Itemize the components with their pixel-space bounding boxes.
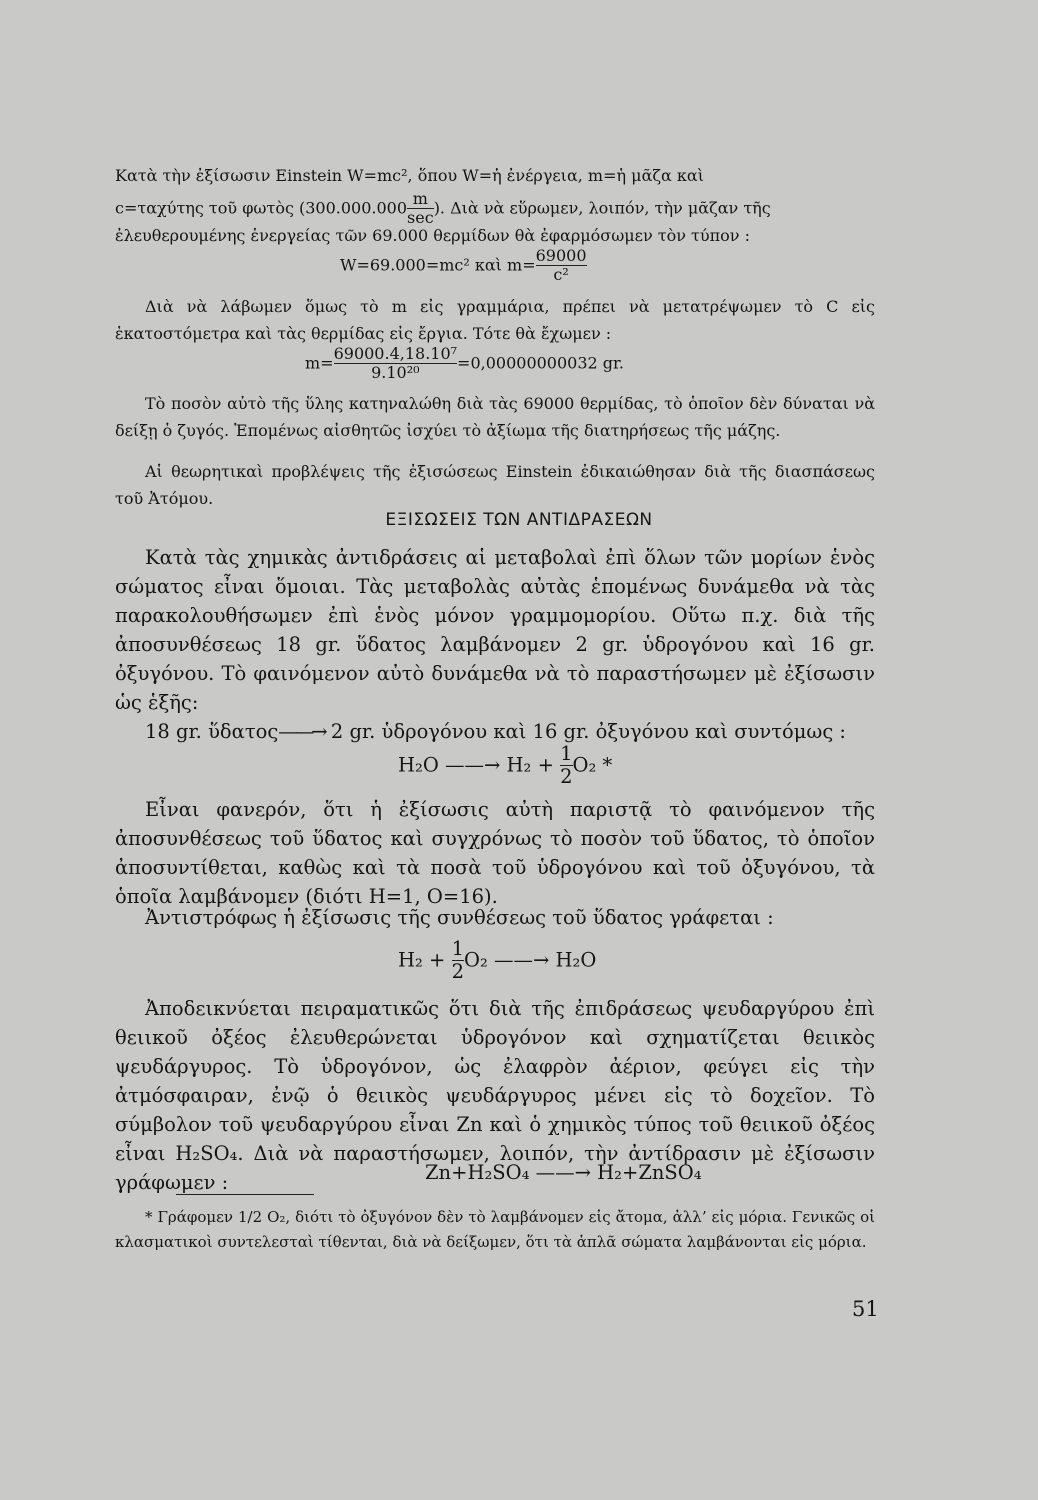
paragraph-unit-conversion: Διὰ νὰ λάβωμεν ὅμως τὸ m εἰς γραμμάρια, πρέπει νὰ μετατρέψωμεν τὸ C εἰς ἑκατοστόμετρα καὶ τὰς θερμίδας εἰς ἔργια. Τότε θὰ ἔχωμεν :	[115, 297, 875, 343]
equation-zinc-sulfuric: Zn+H₂SO₄ ——→ H₂+ZnSO₄	[425, 1161, 702, 1184]
equation-mass-value: m= $\frac{\text{69000.4,18.10⁷}}{\text{9.10²⁰}}$ =0,00000000032 gr.	[305, 344, 624, 383]
paragraph-reactions: Κατὰ τὰς χημικὰς ἀντιδράσεις αἱ μεταβολαὶ ἐπὶ ὅλων τῶν μορίων ἑνὸς σώματος εἶναι ὅμοιαι. Τὰς μεταβολὰς αὐτὰς ἑπομένως δυνάμεθα νὰ τὰς παρακολουθήσωμεν ἐπὶ ἑνὸς μόνον γραμμομορίου. Οὕτω π.χ. διὰ τῆς ἀποσυνθέσεως 18 gr. ὕδατος λαμβάνομεν 2 gr. ὑδρογόνου καὶ 16 gr. ὀξυγόνου. Τὸ φαινόμενον αὐτὸ δυνάμεθα νὰ τὸ παραστήσωμεν μὲ ἐξίσωσιν ὡς ἑξῆς:	[115, 546, 875, 714]
paragraph-synthesis: Ἀντιστρόφως ἡ ἐξίσωσις τῆς συνθέσεως τοῦ ὕδατος γράφεται :	[145, 906, 774, 929]
speed-of-light-line: c=ταχύτης τοῦ φωτὸς (300.000.000 $\frac{m}{\sec}$ ). Διὰ νὰ εὕρωμεν, λοιπόν, τὴν μᾶζαν τῆς	[115, 189, 771, 228]
paragraph-zinc-reaction: Ἀποδεικνύεται πειραματικῶς ὅτι διὰ τῆς ἐπιδράσεως ψευδαργύρου ἐπὶ θειικοῦ ὀξέος ἐλευθερώνεται ὑδρογόνον καὶ σχηματίζεται θειικὸς ψευδάργυρος. Τὸ ὑδρογόνον, ὡς ἐλαφρὸν ἀέριον, φεύγει εἰς τὴν ἀτμόσφαιραν, ἐνῷ ὁ θειικὸς ψευδάργυρος μένει εἰς τὸ δοχεῖον. Τὸ σύμβολον τοῦ ψευδαργύρου εἶναι Zn καὶ ὁ χημικὸς τύπος τοῦ θειικοῦ ὀξέος εἶναι H₂SO₄. Διὰ νὰ παραστήσωμεν, λοιπόν, τὴν ἀντίδρασιν μὲ ἐξίσωσιν γράφωμεν :	[115, 997, 875, 1194]
equation-mass-energy: W=69.000=mc² καὶ m= $\frac{69000}{\text{c²}}$	[340, 246, 587, 285]
equation-water-synthesis: H₂ + $\frac{1}{2}$ O₂ ——→ H₂O	[398, 937, 597, 984]
m-per-sec-fraction: $\frac{m}{\sec}$	[407, 189, 434, 228]
water-decomposition-line: 18 gr. ὕδατος——→ 2 gr. ὑδρογόνου καὶ 16 gr. ὀξυγόνου καὶ συντόμως :	[145, 720, 847, 743]
footnote: * Γράφομεν 1/2 O₂, διότι τὸ ὀξυγόνον δὲν τὸ λαμβάνομεν εἰς ἄτομα, ἀλλ’ εἰς μόρια. Γενικῶς οἱ κλασματικοὶ συντελεσταὶ τίθενται, διὰ νὰ δείξωμεν, ὅτι τὰ ἁπλᾶ σώματα λαμβάνονται εἰς μόρια.	[115, 1208, 875, 1251]
energy-line: ἐλευθερουμένης ἐνεργείας τῶν 69.000 θερμίδων θὰ ἐφαρμόσωμεν τὸν τύπον :	[115, 226, 750, 245]
section-heading: ΕΞΙΣΩΣΕΙΣ ΤΩΝ ΑΝΤΙΔΡΑΣΕΩΝ	[385, 510, 653, 530]
einstein-intro-line: Κατὰ τὴν ἐξίσωσιν Einstein W=mc², ὅπου W=ἡ ἐνέργεια, m=ἡ μᾶζα καὶ	[115, 166, 705, 185]
equation-water-decomposition: H₂O ——→ H₂ + $\frac{1}{2}$ O₂ *	[398, 742, 613, 789]
arrow-icon: ——→	[278, 720, 325, 743]
paragraph-atom-splitting: Αἱ θεωρητικαὶ προβλέψεις τῆς ἐξισώσεως Einstein ἐδικαιώθησαν διὰ τῆς διασπάσεως τοῦ Ἀτόμου.	[115, 462, 875, 508]
page-number: 51	[852, 1297, 879, 1321]
paragraph-mass-conservation: Τὸ ποσὸν αὐτὸ τῆς ὕλης κατηναλώθη διὰ τὰς 69000 θερμίδας, τὸ ὁποῖον δὲν δύναται νὰ δείξῃ ὁ ζυγός. Ἑπομένως αἰσθητῶς ἰσχύει τὸ ἀξίωμα τῆς διατηρήσεως τῆς μάζης.	[115, 394, 875, 440]
footnote-divider	[176, 1194, 314, 1195]
paragraph-equation-meaning: Εἶναι φανερόν, ὅτι ἡ ἐξίσωσις αὐτὴ παριστᾷ τὸ φαινόμενον τῆς ἀποσυνθέσεως τοῦ ὕδατος καὶ συγχρόνως τὸ ποσὸν τοῦ ὕδατος, τὸ ὁποῖον ἀποσυντίθεται, καθὼς καὶ τὰ ποσὰ τοῦ ὑδρογόνου καὶ τοῦ ὀξυγόνου, τὰ ὁποῖα λαμβάνομεν (διότι H=1, O=16).	[115, 798, 875, 908]
